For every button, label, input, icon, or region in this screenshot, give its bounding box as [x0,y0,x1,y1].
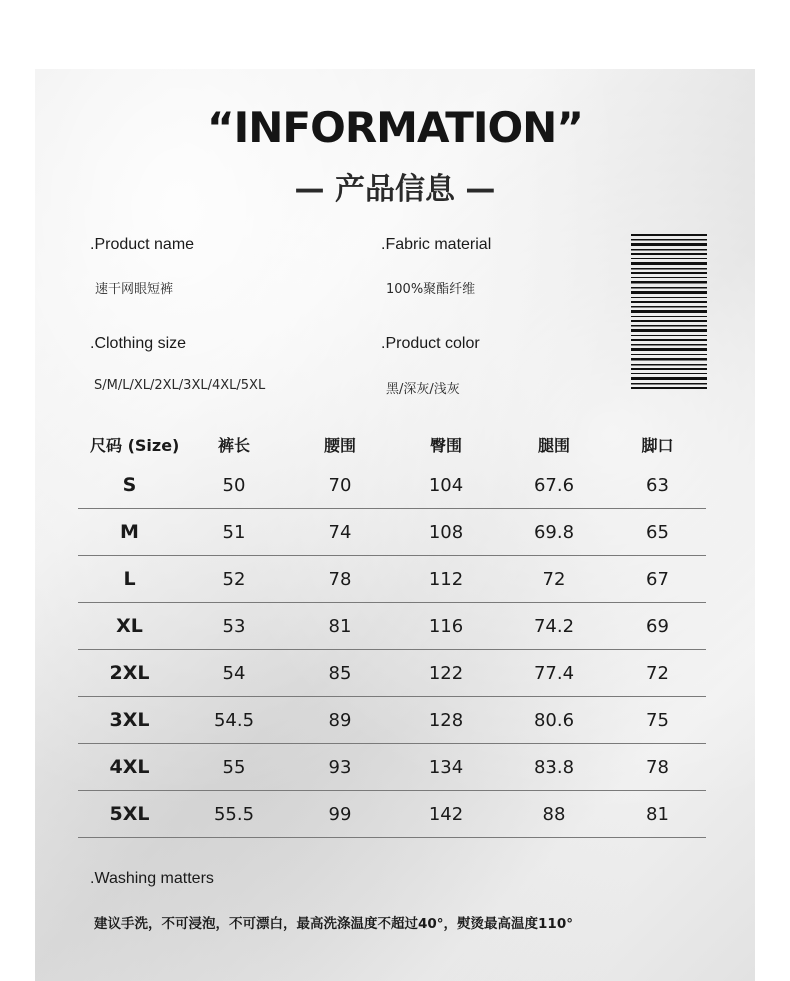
hem-cell: 72 [646,662,669,684]
hem-cell: 67 [646,568,669,590]
thigh-cell: 72 [542,568,566,590]
hip-cell: 108 [428,521,464,543]
header-thigh: 腿围 [537,435,570,455]
header-size: 尺码 (Size) [90,435,180,455]
size-cell: 2XL [109,662,150,684]
length-cell: 52 [222,568,246,590]
hip-cell: 104 [428,474,464,496]
hip-cell: 142 [428,803,464,825]
hem-cell: 65 [646,521,669,543]
header-hem: 脚口 [641,435,674,455]
waist-cell: 93 [328,756,352,778]
paper-background [35,69,755,981]
size-cell: S [122,474,137,496]
thigh-cell: 69.8 [533,521,575,543]
product-name-value: 速干网眼短裤 [95,282,174,297]
size-cell: XL [116,615,143,637]
page-subtitle: — 产品信息 — [294,172,496,207]
product-name-label: .Product name [90,236,195,253]
table-header [78,426,706,462]
hem-cell: 75 [646,709,669,731]
table-row [78,556,706,603]
size-cell: 3XL [109,709,150,731]
waist-cell: 70 [328,474,352,496]
thigh-cell: 67.6 [533,474,575,496]
size-cell: 4XL [109,756,150,778]
length-cell: 54.5 [213,709,255,731]
length-cell: 55 [222,756,246,778]
length-cell: 50 [222,474,246,496]
table-row [78,650,706,697]
washing-label: .Washing matters [90,870,214,887]
table-row [78,791,706,838]
waist-cell: 85 [328,662,352,684]
hem-cell: 69 [646,615,669,637]
size-cell: L [123,568,136,590]
length-cell: 51 [222,521,246,543]
fabric-label: .Fabric material [381,236,492,253]
length-cell: 55.5 [213,803,255,825]
length-cell: 54 [222,662,246,684]
header-length: 裤长 [217,435,250,455]
header-hip: 臀围 [429,435,462,455]
size-table [78,426,706,838]
table-row [78,462,706,509]
waist-cell: 78 [328,568,352,590]
hip-cell: 122 [428,662,464,684]
hem-cell: 78 [646,756,669,778]
hip-cell: 112 [428,568,464,590]
waist-cell: 89 [328,709,352,731]
hip-cell: 134 [428,756,464,778]
thigh-cell: 88 [542,803,566,825]
size-cell: M [120,521,139,543]
waist-cell: 99 [328,803,352,825]
hem-cell: 81 [646,803,669,825]
table-row [78,603,706,650]
hem-cell: 63 [646,474,669,496]
size-cell: 5XL [109,803,150,825]
fabric-value: 100%聚酯纤维 [386,282,476,297]
product-color-label: .Product color [381,335,480,352]
length-cell: 53 [222,615,246,637]
table-row [78,697,706,744]
page-title: “INFORMATION” [207,103,583,152]
clothing-size-value: S/M/L/XL/2XL/3XL/4XL/5XL [94,378,266,393]
thigh-cell: 80.6 [533,709,575,731]
washing-instructions: 建议手洗，不可浸泡，不可漂白，最高洗涤温度不超过40°，熨烫最高温度110° [94,916,573,932]
table-row [78,509,706,556]
clothing-size-label: .Clothing size [90,335,187,352]
table-row [78,744,706,791]
header-waist: 腰围 [323,435,356,455]
hip-cell: 116 [428,615,464,637]
barcode-graphic [631,234,707,392]
thigh-cell: 83.8 [533,756,575,778]
thigh-cell: 77.4 [533,662,575,684]
hip-cell: 128 [428,709,464,731]
product-color-value: 黑/深灰/浅灰 [386,382,460,397]
waist-cell: 74 [328,521,352,543]
thigh-cell: 74.2 [533,615,575,637]
waist-cell: 81 [328,615,352,637]
